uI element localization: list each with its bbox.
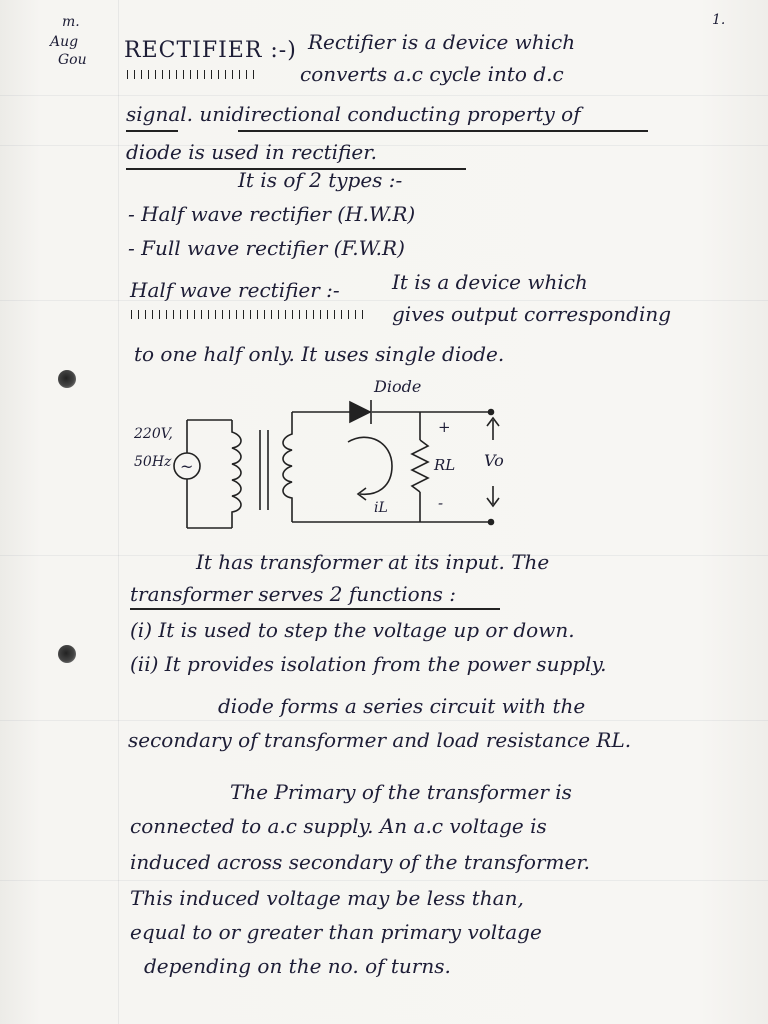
- corner-note-mid: Aug: [50, 34, 79, 50]
- corner-note-bottom: Gou: [58, 52, 87, 68]
- type-2: - Full wave rectifier (F.W.R): [128, 236, 405, 260]
- heading-title: RECTIFIER :-): [124, 38, 297, 63]
- hwr-line-1: It is a device which: [392, 270, 588, 294]
- body-p2b: secondary of transformer and load resistance RL.: [128, 728, 632, 752]
- heading-line-2: converts a.c cycle into d.c: [300, 62, 564, 86]
- load-label: RL: [434, 456, 456, 474]
- hwr-title: Half wave rectifier :-: [130, 278, 340, 302]
- source-frequency: 50Hz: [134, 454, 172, 470]
- diode-label: Diode: [374, 377, 422, 396]
- primary-coil: [232, 420, 241, 528]
- corner-note-top: m.: [62, 14, 80, 30]
- output-voltage-label: Vo: [484, 451, 504, 470]
- underline: [130, 608, 500, 610]
- diode-symbol: [350, 402, 370, 422]
- type-1: - Half wave rectifier (H.W.R): [128, 202, 416, 226]
- body-p3f: depending on the no. of turns.: [144, 954, 451, 978]
- body-p3e: equal to or greater than primary voltage: [130, 920, 542, 944]
- body-p3c: induced across secondary of the transformer.: [130, 850, 591, 874]
- types-intro: It is of 2 types :-: [238, 168, 403, 192]
- load-resistor: [412, 440, 428, 492]
- secondary-coil: [283, 412, 292, 522]
- body-p1a: It has transformer at its input. The: [196, 550, 550, 574]
- hwr-line-2: gives output corresponding: [392, 302, 672, 326]
- current-arrow: [348, 437, 392, 494]
- heading-line-1: Rectifier is a device which: [308, 30, 576, 54]
- body-p3d: This induced voltage may be less than,: [130, 886, 524, 910]
- body-p1b: transformer serves 2 functions :: [130, 582, 456, 606]
- current-label: iL: [374, 500, 388, 516]
- source-symbol-label: ~: [180, 457, 194, 476]
- heading-line-4: diode is used in rectifier.: [126, 140, 377, 164]
- source-voltage: 220V,: [134, 426, 173, 442]
- body-item-2: (ii) It provides isolation from the power supply.: [130, 652, 607, 676]
- hwr-line-3: to one half only. It uses single diode.: [134, 342, 505, 366]
- page-mark: 1.: [712, 12, 726, 28]
- body-p2a: diode forms a series circuit with the: [218, 694, 586, 718]
- minus-sign: -: [438, 494, 444, 512]
- heading-line-3: signal. unidirectional conducting property of: [126, 102, 581, 126]
- body-p3b: connected to a.c supply. An a.c voltage is: [130, 814, 547, 838]
- plus-sign: +: [438, 418, 451, 436]
- body-p3a: The Primary of the transformer is: [230, 780, 572, 804]
- body-item-1: (i) It is used to step the voltage up or down.: [130, 618, 575, 642]
